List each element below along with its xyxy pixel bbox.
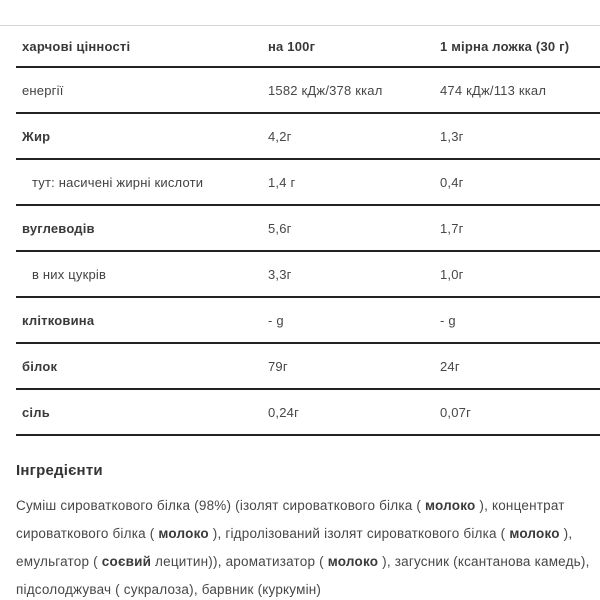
row-label: сіль bbox=[22, 404, 50, 420]
row-value-per-serving: 474 кДж/113 ккал bbox=[440, 82, 547, 98]
row-label: енергії bbox=[22, 82, 64, 98]
allergen-highlight: молоко bbox=[509, 526, 560, 541]
row-label: клітковина bbox=[22, 312, 95, 328]
row-value-per-100g: 1582 кДж/378 ккал bbox=[268, 82, 383, 98]
table-row bbox=[16, 114, 600, 160]
row-label: в них цукрів bbox=[32, 266, 107, 282]
row-value-per-serving: 0,4г bbox=[440, 174, 464, 190]
ingredient-text: ), гідролізований ізолят сироваткового білка ( bbox=[208, 526, 510, 541]
ingredients-heading: Інгредієнти bbox=[16, 462, 103, 479]
ingredient-text: Суміш сироваткового білка (98%) (ізолят сироваткового білка ( bbox=[16, 498, 426, 513]
row-value-per-100g: 4,2г bbox=[268, 128, 292, 144]
ingredient-text: сироваткового білка ( bbox=[16, 526, 159, 541]
ingredient-text: ), концентрат bbox=[475, 498, 565, 513]
ingredient-text: підсолоджувач ( сукралоза), барвник (куркумін) bbox=[16, 582, 322, 597]
header-col-per-serving: 1 мірна ложка (30 г) bbox=[440, 38, 570, 54]
row-value-per-serving: - g bbox=[440, 312, 456, 328]
header-col-per-100g: на 100г bbox=[268, 38, 316, 54]
table-row bbox=[16, 344, 600, 390]
allergen-highlight: соєвий bbox=[101, 554, 152, 569]
table-body bbox=[16, 68, 600, 436]
header-col-nutrient: харчові цінності bbox=[22, 38, 131, 54]
row-value-per-100g: 5,6г bbox=[268, 220, 292, 236]
row-value-per-serving: 0,07г bbox=[440, 404, 472, 420]
row-value-per-100g: 1,4 г bbox=[268, 174, 296, 190]
table-header-row bbox=[16, 26, 600, 68]
row-value-per-serving: 24г bbox=[440, 358, 460, 374]
ingredient-line bbox=[16, 520, 590, 548]
row-label: Жир bbox=[22, 128, 51, 144]
ingredient-line bbox=[16, 576, 590, 600]
table-row bbox=[16, 390, 600, 436]
nutrition-table bbox=[16, 26, 600, 436]
ingredient-text: ), загусник (ксантанова камедь), bbox=[378, 554, 590, 569]
row-value-per-serving: 1,0г bbox=[440, 266, 464, 282]
ingredients-section bbox=[16, 462, 590, 600]
ingredient-text: ), bbox=[559, 526, 573, 541]
row-label: тут: насичені жирні кислоти bbox=[32, 174, 204, 190]
row-value-per-serving: 1,7г bbox=[440, 220, 464, 236]
allergen-highlight: молоко bbox=[158, 526, 209, 541]
row-value-per-100g: 3,3г bbox=[268, 266, 292, 282]
table-row bbox=[16, 252, 600, 298]
row-value-per-100g: 79г bbox=[268, 358, 288, 374]
table-row bbox=[16, 160, 600, 206]
table-row bbox=[16, 206, 600, 252]
allergen-highlight: молоко bbox=[425, 498, 476, 513]
ingredient-line bbox=[16, 492, 590, 520]
ingredient-text: емульгатор ( bbox=[16, 554, 102, 569]
row-value-per-100g: 0,24г bbox=[268, 404, 300, 420]
table-row bbox=[16, 68, 600, 114]
row-value-per-serving: 1,3г bbox=[440, 128, 464, 144]
table-row bbox=[16, 298, 600, 344]
allergen-highlight: молоко bbox=[327, 554, 379, 569]
row-label: білок bbox=[22, 358, 58, 374]
ingredients-paragraph bbox=[16, 492, 590, 600]
ingredient-text: лецитин)), ароматизатор ( bbox=[151, 554, 328, 569]
ingredient-line bbox=[16, 548, 590, 576]
row-value-per-100g: - g bbox=[268, 312, 284, 328]
row-label: вуглеводів bbox=[22, 220, 95, 236]
